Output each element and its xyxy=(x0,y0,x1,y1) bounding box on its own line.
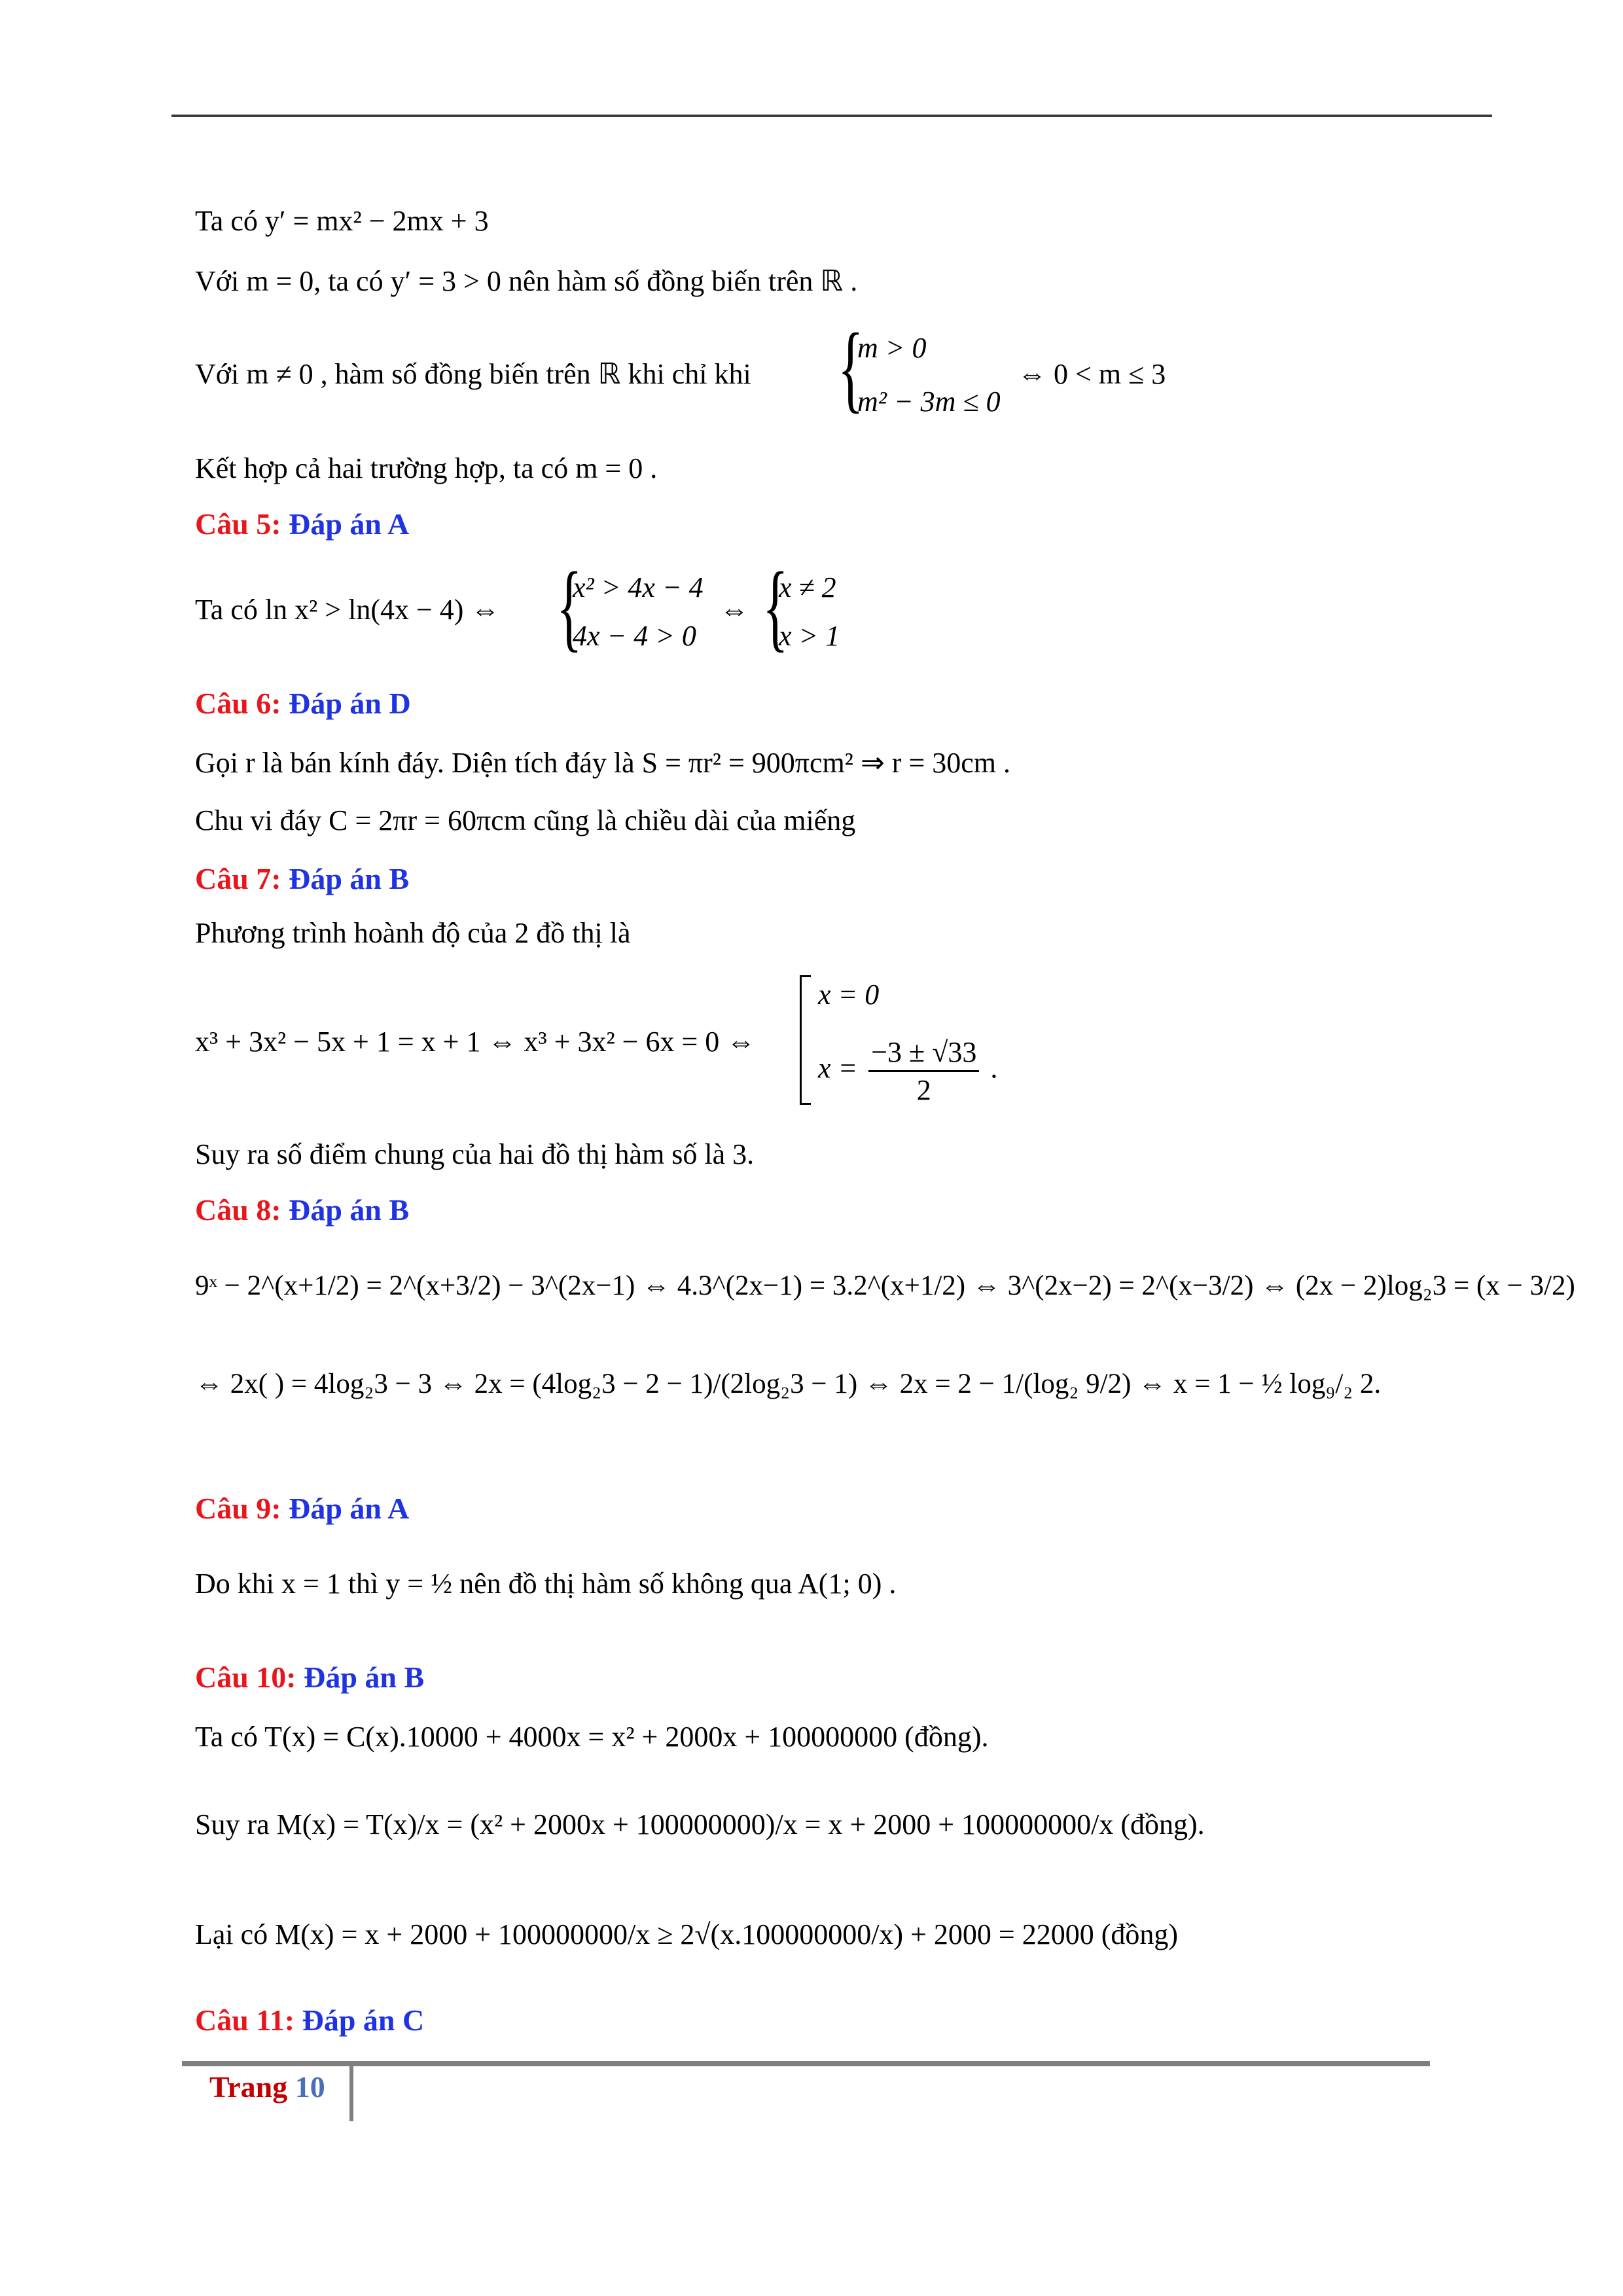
q5-brace-1: { xyxy=(556,552,582,661)
question-10-heading: Câu 10: Đáp án B xyxy=(195,1660,425,1694)
system-result: ⇔ 0 < m ≤ 3 xyxy=(1018,358,1166,390)
footer-divider xyxy=(349,2065,353,2121)
q7-root-2: x = $\frac{-3 \pm √33}{2}$ . xyxy=(818,1034,997,1108)
q5-inequality: Ta có ln x² > ln(4x − 4) ⇔ xyxy=(195,594,500,626)
q10-average: Suy ra M(x) = T(x)/x = (x² + 2000x + 100000000)/x = x + 2000 + 100000000/x (đồng). xyxy=(195,1808,1205,1840)
footer-rule xyxy=(182,2061,1430,2066)
q6-area: Gọi r là bán kính đáy. Diện tích đáy là S = πr² = 900πcm² ⇒ r = 30cm . xyxy=(195,747,1011,779)
question-9-heading: Câu 9: Đáp án A xyxy=(195,1492,410,1525)
q5-brace-2: { xyxy=(762,552,789,661)
q7-root-1: x = 0 xyxy=(818,978,880,1011)
system-row-2: m² − 3m ≤ 0 xyxy=(857,386,1001,418)
q8-step-2: ⇔ 2x( ) = 4log₂3 − 3 ⇔ 2x = (4log₂3 − 2 − 1)/(2log₂3 − 1) ⇔ 2x = 2 − 1/(log₂ 9/2) ⇔ x = 1 − ½ log₉/₂ 2. xyxy=(195,1369,1382,1399)
line-combine: Kết hợp cả hai trường hợp, ta có m = 0 . xyxy=(195,452,658,484)
question-6-heading: Câu 6: Đáp án D xyxy=(195,687,411,720)
q7-conclusion: Suy ra số điểm chung của hai đồ thị hàm số là 3. xyxy=(195,1138,755,1170)
q10-cost: Ta có T(x) = C(x).10000 + 4000x = x² + 2000x + 100000000 (đồng). xyxy=(195,1721,989,1753)
line-m-zero: Với m = 0, ta có y′ = 3 > 0 nên hàm số đồng biến trên ℝ . xyxy=(195,265,858,297)
q5-sys2-row1: x ≠ 2 xyxy=(779,571,836,603)
q7-bracket xyxy=(800,975,811,1105)
q8-step-1: 9ˣ − 2^(x+1/2) = 2^(x+3/2) − 3^(2x−1) ⇔ 4.3^(2x−1) = 3.2^(x+1/2) ⇔ 3^(2x−2) = 2^(x−3/2) ⇔ (2x − 2)log₂3 = (x − 3/2) xyxy=(195,1270,1575,1301)
q10-inequality: Lại có M(x) = x + 2000 + 100000000/x ≥ 2√(x.100000000/x) + 2000 = 22000 (đồng) xyxy=(195,1918,1179,1950)
q7-intro: Phương trình hoành độ của 2 đồ thị là xyxy=(195,917,631,949)
q5-sys2-row2: x > 1 xyxy=(779,620,840,652)
system-row-1: m > 0 xyxy=(857,332,927,364)
q6-perimeter: Chu vi đáy C = 2πr = 60πcm cũng là chiều dài của miếng xyxy=(195,804,856,836)
system-brace: { xyxy=(838,314,864,422)
question-8-heading: Câu 8: Đáp án B xyxy=(195,1193,410,1227)
q9-text: Do khi x = 1 thì y = ½ nên đồ thị hàm số không qua A(1; 0) . xyxy=(195,1568,897,1600)
q7-equation: x³ + 3x² − 5x + 1 = x + 1 ⇔ x³ + 3x² − 6x = 0 ⇔ xyxy=(195,1026,756,1058)
header-rule xyxy=(171,115,1492,117)
question-5-heading: Câu 5: Đáp án A xyxy=(195,507,410,541)
q5-sys1-row1: x² > 4x − 4 xyxy=(573,571,704,603)
page-number: Trang 10 xyxy=(209,2070,325,2104)
line-m-nonzero: Với m ≠ 0 , hàm số đồng biến trên ℝ khi chỉ khi xyxy=(195,358,751,390)
q5-sys1-row2: 4x − 4 > 0 xyxy=(573,620,696,652)
question-7-heading: Câu 7: Đáp án B xyxy=(195,862,410,895)
question-11-heading: Câu 11: Đáp án C xyxy=(195,2003,425,2037)
q5-equiv: ⇔ xyxy=(720,594,749,626)
line-y-prime: Ta có y′ = mx² − 2mx + 3 xyxy=(195,205,489,237)
